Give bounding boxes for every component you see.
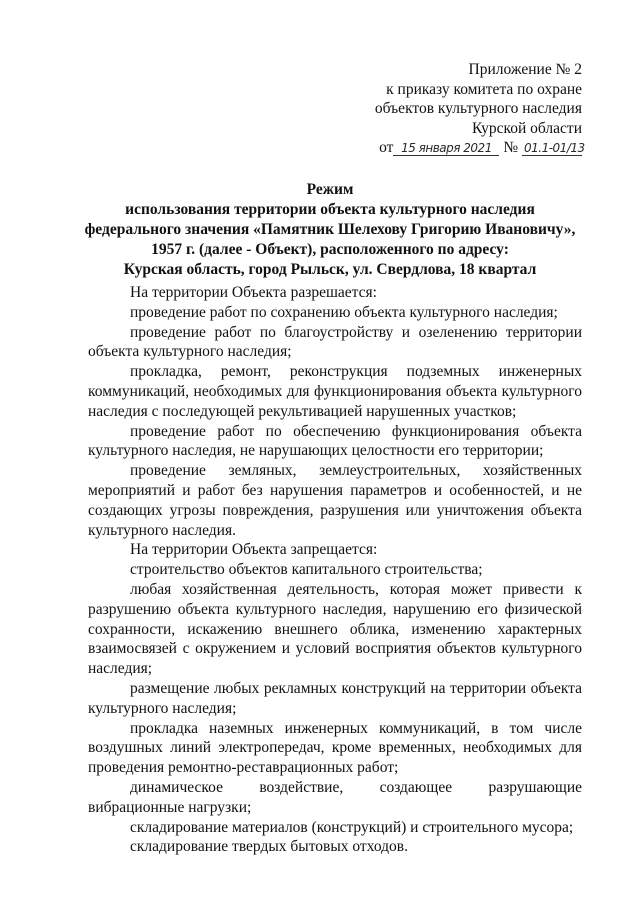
prohibited-item: динамическое воздействие, создающее разрушающие вибрационные нагрузки;: [88, 778, 582, 816]
prohibited-item: прокладка наземных инженерных коммуникаций, в том числе воздушных линий электропередач, кроме временных, необходимых для проведения ремонтно-реставрационных работ;: [88, 719, 582, 777]
title-line: 1957 г. (далее - Объект), расположенного по адресу:: [151, 241, 509, 258]
prohibited-item: складирование твердых бытовых отходов.: [130, 838, 408, 856]
prohibited-item: строительство объектов капитального строительства;: [130, 561, 483, 579]
document-title: [80, 180, 580, 280]
appendix-committee: объектов культурного наследия: [374, 100, 582, 117]
allowed-item: прокладка, ремонт, реконструкция подземных инженерных коммуникаций, необходимых для функционирования объекта культурного наследия с последующей рекультивацией нарушенных участков;: [88, 363, 582, 420]
allowed-heading: На территории Объекта разрешается:: [130, 284, 377, 301]
allowed-item: проведение земляных, землеустроительных, хозяйственных мероприятий и работ без нарушения параметров и особенностей, и не создающих угрозы повреждения, разрушения или уничтожения объекта культурного наследия.: [88, 462, 582, 539]
title-line: федерального значения «Памятник Шелехову Григорию Ивановичу»,: [84, 221, 576, 238]
prohibited-item: складирование материалов (конструкций) и строительного мусора;: [130, 818, 574, 836]
from-label: от: [379, 139, 394, 156]
allowed-item: проведение работ по обеспечению функционирования объекта культурного наследия, не нарушающих целостности его территории;: [88, 422, 582, 460]
handwritten-date: 15 января 2021: [393, 141, 499, 156]
title-line: использования территории объекта культурного наследия: [125, 201, 535, 218]
appendix-order-ref: к приказу комитета по охране: [386, 80, 582, 98]
number-label: №: [503, 139, 519, 156]
allowed-item: проведение работ по сохранению объекта культурного наследия;: [130, 303, 558, 321]
prohibited-heading: На территории Объекта запрещается:: [130, 541, 378, 559]
title-line: Курская область, город Рыльск, ул. Свердлова, 18 квартал: [123, 261, 537, 278]
order-date-number: [282, 138, 585, 158]
allowed-item: проведение работ по благоустройству и озеленению территории объекта культурного наследия;: [88, 323, 582, 361]
document-body: [88, 283, 582, 857]
handwritten-number: 01.1-01/13: [524, 141, 585, 155]
appendix-region: Курской области: [471, 119, 582, 137]
appendix-header: [282, 60, 585, 158]
prohibited-item: любая хозяйственная деятельность, которая может привести к разрушению объекта культурного наследия, нарушению его физической сохранности, искажению внешнего облика, изменению характерных взаимосвязей с окружением и условий восприятия объектов культурного наследия;: [88, 580, 582, 678]
title-line: Режим: [306, 181, 354, 198]
appendix-number: Приложение № 2: [468, 61, 582, 78]
prohibited-item: размещение любых рекламных конструкций на территории объекта культурного наследия;: [88, 679, 582, 717]
